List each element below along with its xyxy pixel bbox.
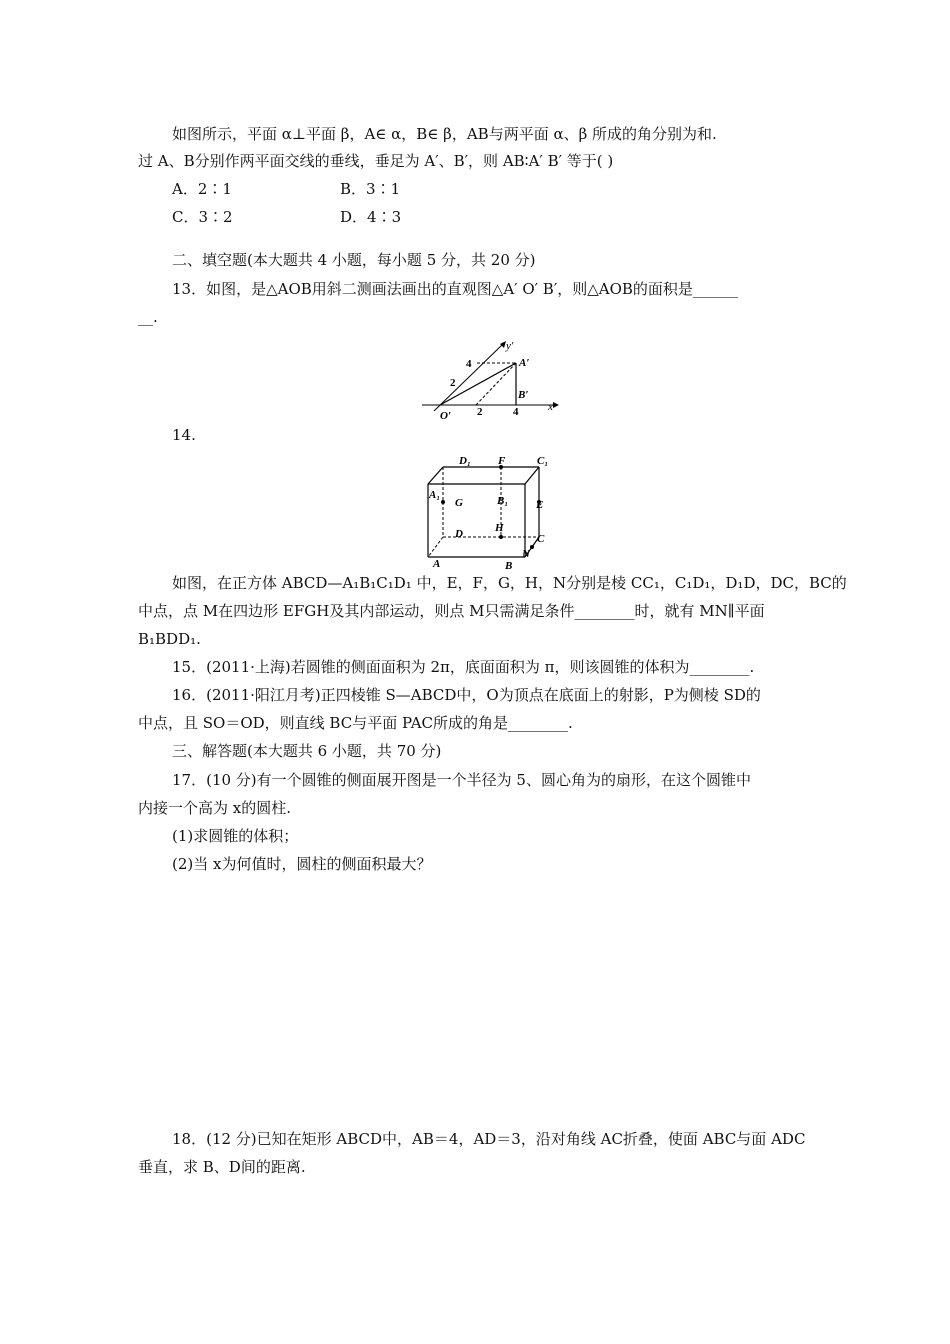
option-c: C．3∶2 <box>172 208 233 226</box>
label-b: B <box>505 560 513 571</box>
option-a: A．2∶1 <box>172 180 232 198</box>
q14-number: 14. <box>172 426 196 444</box>
q13-line-1: 13．如图，是△AOB用斜二测画法画出的直观图△A′ O′ B′，则△AOB的面积是______ <box>172 280 738 298</box>
q17-part-2: (2)当 x为何值时，圆柱的侧面积最大？ <box>172 855 432 873</box>
q17-line-1: 17．(10 分)有一个圆锥的侧面展开图是一个半径为 5、圆心角为的扇形，在这个圆锥中 <box>172 771 751 789</box>
label-d1: D₁ <box>459 455 471 467</box>
section-3-heading: 三、解答题(本大题共 6 小题，共 70 分) <box>172 742 442 760</box>
q14-line-2: 中点，点 M在四边形 EFGH及其内部运动，则点 M只需满足条件________时，就有 MN∥平面 <box>138 602 765 620</box>
q14-line-3: B₁BDD₁. <box>138 630 201 648</box>
point-a-label: A′ <box>519 357 530 369</box>
x-axis-label: x <box>548 401 553 413</box>
dashed-segment <box>476 363 516 405</box>
q18-line-2: 垂直，求 B、D间的距离. <box>138 1158 306 1176</box>
q17-line-2: 内接一个高为 x的圆柱. <box>138 799 291 817</box>
option-d: D．4∶3 <box>340 208 402 226</box>
q15-text: 15．(2011·上海)若圆锥的侧面面积为 2π，底面面积为 π，则该圆锥的体积为________. <box>172 658 755 676</box>
label-a1: A₁ <box>429 489 441 501</box>
y-axis-line <box>434 344 503 411</box>
label-b1: B₁ <box>497 495 509 507</box>
q13-line-2: __. <box>138 308 158 326</box>
option-b: B．3∶1 <box>340 180 401 198</box>
label-n: N <box>522 548 530 560</box>
q16-line-2: 中点，且 SO＝OD，则直线 BC与平面 PAC所成的角是________. <box>138 714 573 732</box>
figure-13-oblique-drawing <box>420 335 565 420</box>
q12-line-1: 如图所示，平面 α⊥平面 β，A∈ α，B∈ β，AB与两平面 α、β 所成的角分别为和. <box>172 125 717 143</box>
edge-c1-b1 <box>525 467 539 484</box>
q12-line-2: 过 A、B分别作两平面交线的垂线，垂足为 A′、B′，则 AB∶A′ B′ 等于( ) <box>138 152 614 170</box>
label-a: A <box>433 558 441 570</box>
point-b-label: B′ <box>518 389 529 401</box>
x-axis-arrow <box>553 402 559 408</box>
label-c1: C₁ <box>537 455 549 467</box>
label-d: D <box>455 528 463 540</box>
section-2-heading: 二、填空题(本大题共 4 小题，每小题 5 分，共 20 分) <box>172 251 536 269</box>
tick-y-2: 2 <box>450 377 456 389</box>
hidden-edge-d-a <box>428 537 443 557</box>
origin-label: O′ <box>440 410 452 420</box>
point-n <box>530 545 534 549</box>
label-f: F <box>498 455 506 467</box>
label-g: G <box>455 497 463 509</box>
edge-d1-a1 <box>428 467 443 484</box>
q16-line-1: 16．(2011·阳江月考)正四棱锥 S—ABCD中，O为顶点在底面上的射影，P为侧棱 SD的 <box>172 686 761 704</box>
point-h <box>499 535 503 539</box>
figure-14-cube <box>425 453 555 571</box>
tick-y-4: 4 <box>466 358 472 370</box>
y-axis-label: y′ <box>506 340 514 352</box>
tick-x-2: 2 <box>477 406 483 418</box>
tick-x-4: 4 <box>513 406 519 418</box>
label-c: C <box>537 533 545 545</box>
q14-line-1: 如图，在正方体 ABCD—A₁B₁C₁D₁ 中，E，F，G，H，N分别是棱 CC₁，C₁D₁，D₁D，DC，BC的 <box>172 574 847 592</box>
q17-part-1: (1)求圆锥的体积； <box>172 827 299 845</box>
label-h: H <box>495 522 504 534</box>
label-e: E <box>536 499 544 511</box>
q18-line-1: 18．(12 分)已知在矩形 ABCD中，AB＝4，AD＝3，沿对角线 AC折叠，使面 ABC与面 ADC <box>172 1130 806 1148</box>
point-g <box>441 500 445 504</box>
